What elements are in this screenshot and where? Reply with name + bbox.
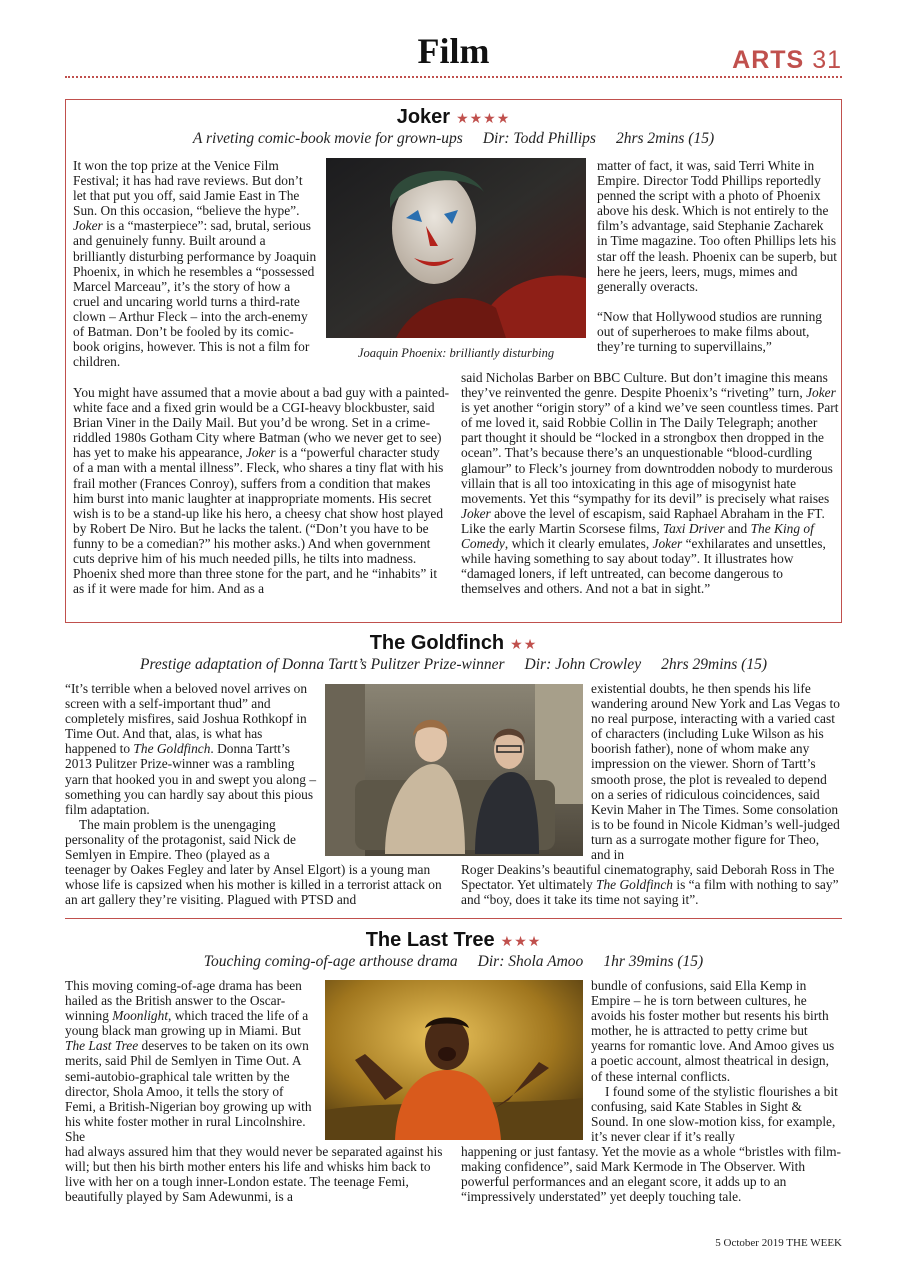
goldfinch-photo-image [325,684,583,856]
joker-col3-top: matter of fact, it was, said Terri White in Empire. Director Todd Phillips reportedly penned the script with a photo of Phoenix above his desk. Which is not entirely to the film’s advantage, said Stephanie Zacharek in Time magazine. Too often Phillips lets his star off the leash. Phoenix can be superb, but here he jeers, leers, mugs, mimes and generally overacts. “Now that Hollywood studios are running out of superheroes to make films about, they’re turning to supervillains,” [597,158,837,355]
joker-subline [66,130,841,148]
goldfinch-col2-bottom: Roger Deakins’s beautiful cinematography, said Deborah Ross in The Spectator. Yet ultimately The Goldfinch is “a film with nothing to say” and “boy, does it take its time not saying it”. [461,862,839,908]
page-number: 31 [812,46,842,74]
joker-col1-bottom: You might have assumed that a movie about a bad guy with a painted-white face and a fixed grin would be a CGI-heavy blockbuster, said Brian Viner in the Daily Mail. But you’d be wrong. Set in a crime-riddled 1980s Gotham City where Batman (who we never get to see) has yet to make his appearance, Joker is a “powerful character study of a man with a mental illness”. Fleck, who shares a tiny flat with his frail mother (Frances Conroy), suffers from a condition that makes him burst into manic laughter at inappropriate moments. His secret wish is to be a stand-up like his hero, a cheesy chat show host played by Robert De Niro. But he lacks the talent. (“Don’t you have to be funny to be a comedian?” his mother asks.) And when government cuts deprive him of his much needed pills, he tilts into madness. Phoenix shed more than three stone for the part, and he “inhabits” it as if it were made for him. And as a [73,385,450,597]
arts-page-label [732,46,842,75]
lasttree-col3-top: bundle of confusions, said Ella Kemp in Empire – he is torn between cultures, he avoids his foster mother but resents his birth mother, he is attracted to petty crime but yearns for romantic love. And Amoo gives us a poetic account, almost theatrical in design, of these internal conflicts. I found some of the stylistic flourishes a bit confusing, said Kate Stables in Sight & Sound. In one slow-motion kiss, for example, it’s never clear if it’s really [591,978,838,1144]
lasttree-subline [65,953,842,971]
goldfinch-stars: ★★ [510,636,538,652]
header-dotted-rule [65,76,842,78]
footer-publication: THE WEEK [786,1237,842,1249]
lasttree-review [65,929,842,1207]
lasttree-photo [325,980,583,1140]
lasttree-stars: ★★★ [500,933,542,949]
joker-director: Dir: Todd Phillips [482,130,596,147]
joker-photo-image [326,158,586,338]
joker-photo [326,158,586,338]
page-footer [715,1237,842,1249]
goldfinch-col1-bottom: teenager by Oakes Fegley and later by Ansel Elgort) is a young man whose life is capsized when his mother is killed in a terrorist attack on an art gallery they’re visiting. Plagued with PTSD and [65,862,442,908]
goldfinch-subline [65,656,842,674]
section-title: Film [417,31,490,71]
goldfinch-title-line [65,632,842,655]
lasttree-title: The Last Tree [365,929,495,951]
goldfinch-runtime: 2hrs 29mins (15) [661,656,767,673]
lasttree-col2-bottom: happening or just fantasy. Yet the movie as a whole “bristles with film-making confidence”, said Mark Kermode in The Observer. With powerful performances and an elegant score, it adds up to an “impressively understated” yet deeply touching tale. [461,1144,841,1205]
goldfinch-col1-top: “It’s terrible when a beloved novel arrives on screen with a self-important thud” and completely misfires, said Joshua Rothkopf in Time Out. And that, alas, is what has happened to The Goldfinch. Donna Tartt’s 2013 Pulitzer Prize-winner was a rambling yarn that hooked you in and swept you along – something you can hardly say about this pious film adaptation. The main problem is the unengaging personality of the protagonist, said Nick de Semlyen in Empire. Theo (played as a [65,681,317,863]
joker-stars: ★★★★ [456,110,511,126]
lasttree-tagline: Touching coming-of-age arthouse drama [203,953,458,970]
footer-date: 5 October 2019 [715,1237,784,1249]
joker-col1-top: It won the top prize at the Venice Film Festival; it has had rave reviews. But don’t let that put you off, said Jamie East in The Sun. On this occasion, “believe the hype”. Joker is a “masterpiece”: sad, brutal, serious and genuinely funny. Built around a brilliantly disturbing performance by Joaquin Phoenix, in which he resembles a “possessed Marcel Marceau”, it’s the story of how a cruel and uncaring world turns a third-rate clown – Arthur Fleck – into the arch-enemy of Batman. Don’t be fooled by its comic-book origins, however. This is not a film for children. [73,158,317,370]
goldfinch-title: The Goldfinch [369,632,505,654]
goldfinch-col3-top: existential doubts, he then spends his life wandering around New York and Las Vegas to no real purpose, interacting with a varied cast of characters (including Luke Wilson as his boorish father), none of whom make any impression on the viewer. Shorn of Tartt’s smooth prose, the plot is revealed to depend on a series of ridiculous coincidences, said Kevin Maher in The Times. Some consolation is to be found in Nicole Kidman’s well-judged turn as a surrogate mother figure for Theo, and in [591,681,840,863]
arts-label: ARTS [732,46,805,74]
joker-title-line [66,106,841,129]
lasttree-photo-image [325,980,583,1140]
lasttree-runtime: 1hr 39mins (15) [603,953,704,970]
goldfinch-review [65,632,842,917]
goldfinch-tagline: Prestige adaptation of Donna Tartt’s Pulitzer Prize-winner [139,656,505,673]
page-header [65,28,842,80]
joker-col2-bottom: said Nicholas Barber on BBC Culture. But don’t imagine this means they’ve reinvented the genre. Despite Phoenix’s “riveting” turn, Joker is yet another “origin story” of a kind we’ve seen countless times. Part of me loved it, said Robbie Collin in The Daily Telegraph; another part thought it should be “locked in a strongbox then dropped in the ocean”. That’s because there’s an unquestionable “blood-curdling glamour” to Fleck’s journey from downtrodden nobody to murderous villain that is all too intoxicating in this age of misogynist hate movements. Yet this “sympathy for its devil” is precisely what raises Joker above the level of escapism, said Raphael Abraham in the FT. Like the early Martin Scorsese films, Taxi Driver and The King of Comedy, which it clearly emulates, Joker “exhilarates and unsettles, while having something to say about today”. It illustrates how “damaged loners, if left untreated, can become dangerous to themselves and others. And not a bat in sight.” [461,370,839,597]
goldfinch-photo [325,684,583,856]
lasttree-director: Dir: Shola Amoo [477,953,584,970]
lasttree-title-line [65,929,842,952]
goldfinch-director: Dir: John Crowley [524,656,642,673]
lasttree-col1-bottom: had always assured him that they would never be separated against his will; but then his birth mother enters his life and whisks him back to live with her on a tough inner-London estate. The teenage Femi, beautifully played by Sam Adewunmi, is a [65,1144,443,1205]
joker-review [65,99,842,623]
joker-caption: Joaquin Phoenix: brilliantly disturbing [357,346,555,360]
joker-tagline: A riveting comic-book movie for grown-ups [192,130,463,147]
lasttree-col1-top: This moving coming-of-age drama has been hailed as the British answer to the Oscar-winning Moonlight, which traced the life of a young black man growing up in Miami. But The Last Tree deserves to be taken on its own merits, said Phil de Semlyen in Time Out. A semi-autobio-graphical tale written by the director, Shola Amoo, it tells the story of Femi, a British-Nigerian boy growing up with his white foster mother in rural Lincolnshire. She [65,978,312,1144]
joker-title: Joker [396,106,451,128]
section-divider [65,918,842,919]
joker-runtime: 2hrs 2mins (15) [615,130,715,147]
